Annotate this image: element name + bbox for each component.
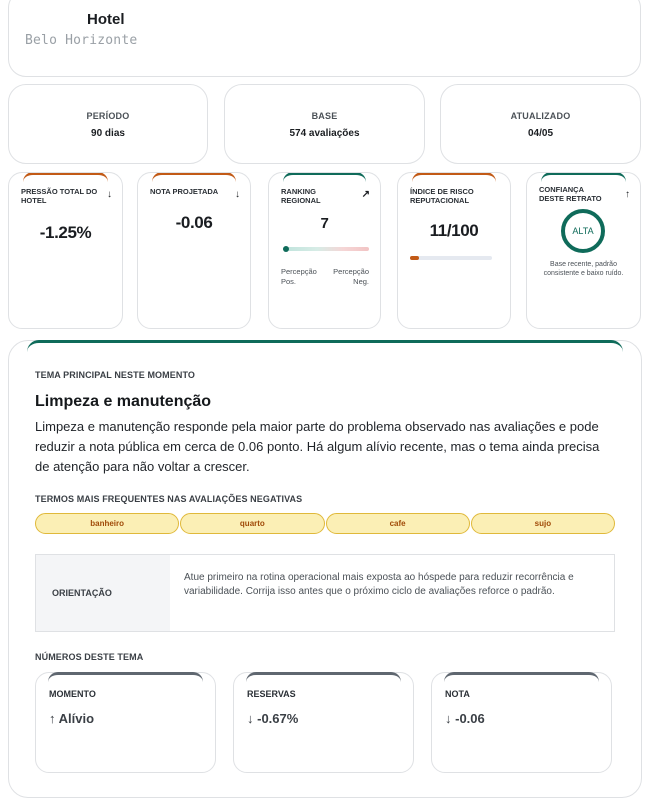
- ranking-accent-bar: [283, 172, 366, 182]
- theme-description: Limpeza e manutenção responde pela maior parte do problema observado nas avaliações e pode reduzir a nota pública em cerca de 0.06 ponto. Há algum alívio recente, mas o tema ainda precisa de atenção para não voltar a crescer.: [35, 419, 600, 474]
- risk-level-fill: [410, 256, 419, 260]
- ranking-perception-bar: [283, 247, 369, 251]
- pressure-label: PRESSÃO TOTAL DO HOTEL: [21, 187, 98, 205]
- bookings-accent-bar: [246, 672, 401, 682]
- bookings-value: ↓ -0.67%: [247, 711, 299, 726]
- ranking-legend-negative: Percepção Neg.: [333, 267, 369, 286]
- period-card: [8, 84, 208, 164]
- term-tag[interactable]: sujo: [471, 513, 615, 534]
- guidance-label-cell: [36, 555, 170, 631]
- projected-label: NOTA PROJETADA: [150, 187, 219, 196]
- frequent-terms-label: TERMOS MAIS FREQUENTES NAS AVALIAÇÕES NEGATIVAS: [35, 494, 303, 504]
- momentum-label: MOMENTO: [49, 689, 96, 699]
- term-tag[interactable]: cafe: [326, 513, 470, 534]
- arrow-down-icon: ↓: [107, 189, 112, 200]
- hotel-header-card: [8, 0, 641, 77]
- ranking-label: RANKING REGIONAL: [281, 187, 321, 205]
- momentum-value: ↑ Alívio: [49, 711, 95, 726]
- risk-value: 11/100: [429, 221, 479, 240]
- bookings-card: [233, 672, 414, 773]
- score-value: ↓ -0.06: [445, 711, 485, 726]
- main-accent-bar: [27, 340, 623, 352]
- confidence-accent-bar: [541, 172, 626, 182]
- base-card: [224, 84, 425, 164]
- pressure-value: -1.25%: [39, 223, 92, 242]
- updated-card: [440, 84, 641, 164]
- score-accent-bar: [444, 672, 599, 682]
- base-value: 574 avaliações: [289, 128, 360, 139]
- confidence-label: CONFIANÇA DESTE RETRATO: [539, 185, 602, 203]
- arrow-down-icon: ↓: [235, 189, 240, 200]
- ranking-position-marker: [283, 246, 289, 252]
- guidance-box: [35, 554, 615, 632]
- base-label: BASE: [311, 111, 338, 121]
- pressure-accent-bar: [23, 172, 108, 182]
- arrow-up-icon: ↑: [625, 189, 630, 200]
- ranking-metric-card: [268, 172, 381, 329]
- score-card: [431, 672, 612, 773]
- updated-label: ATUALIZADO: [510, 111, 571, 121]
- risk-accent-bar: [412, 172, 496, 182]
- confidence-description: Base recente, padrão consistente e baixo ruído.: [543, 261, 624, 277]
- confidence-badge: ALTA: [561, 209, 605, 253]
- updated-value: 04/05: [527, 128, 554, 139]
- main-theme-section-label: TEMA PRINCIPAL NESTE MOMENTO: [35, 370, 195, 380]
- theme-title: Limpeza e manutenção: [35, 393, 212, 410]
- hotel-title: Hotel: [87, 11, 125, 28]
- period-label: PERÍODO: [86, 111, 130, 121]
- hotel-location: Belo Horizonte: [25, 33, 138, 48]
- risk-index-metric-card: [397, 172, 511, 329]
- main-theme-panel: [8, 340, 642, 798]
- risk-label: ÍNDICE DE RISCO REPUTACIONAL: [410, 187, 474, 205]
- projected-score-metric-card: [137, 172, 251, 329]
- momentum-accent-bar: [48, 672, 203, 682]
- guidance-text: Atue primeiro na rotina operacional mais exposta ao hóspede para reduzir recorrência e variabilidade. Corrija isso antes que o próximo ciclo de avaliações reforce o padrão.: [184, 572, 574, 597]
- period-value: 90 dias: [91, 128, 125, 139]
- bookings-label: RESERVAS: [247, 689, 296, 699]
- momentum-card: [35, 672, 216, 773]
- term-tag[interactable]: banheiro: [35, 513, 179, 534]
- score-label: NOTA: [445, 689, 470, 699]
- frequent-terms-list: [35, 513, 615, 534]
- risk-level-track: [410, 256, 492, 260]
- guidance-label: ORIENTAÇÃO: [52, 588, 112, 598]
- projected-value: -0.06: [175, 213, 213, 232]
- pressure-metric-card: [8, 172, 123, 329]
- term-tag[interactable]: quarto: [180, 513, 324, 534]
- ranking-legend-positive: Percepção Pos.: [281, 267, 317, 286]
- arrow-up-right-icon: ↗: [361, 189, 370, 200]
- confidence-metric-card: [526, 172, 641, 329]
- ranking-value: 7: [320, 215, 329, 232]
- theme-numbers-label: NÚMEROS DESTE TEMA: [35, 652, 144, 662]
- projected-accent-bar: [152, 172, 236, 182]
